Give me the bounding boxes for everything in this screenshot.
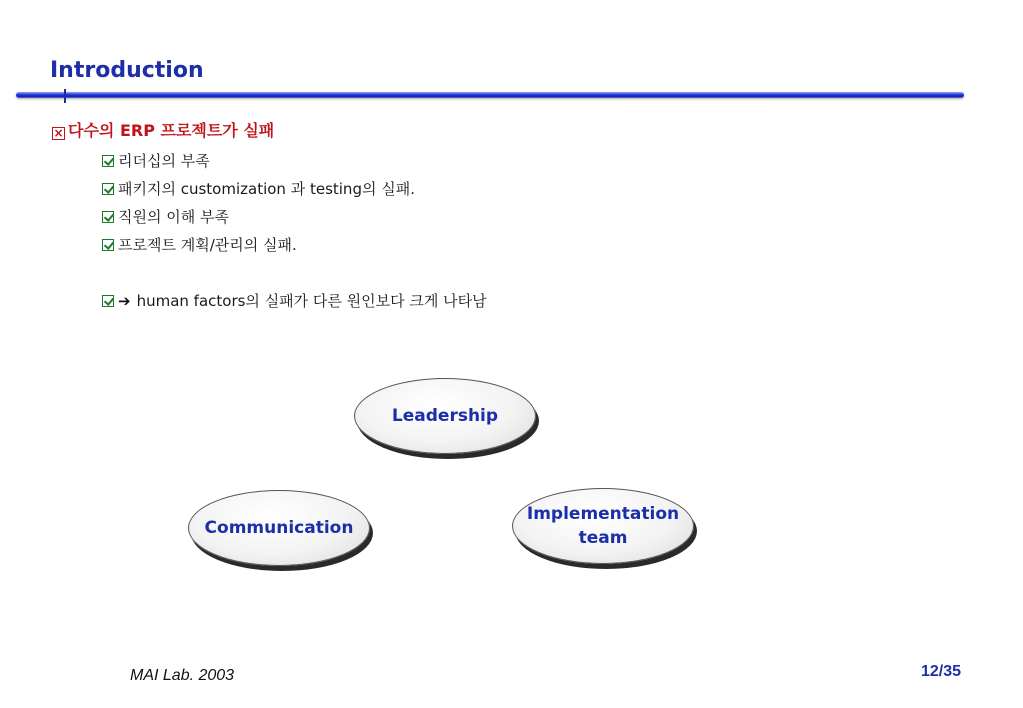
implementation-team-ellipse (512, 488, 694, 564)
title-underline (16, 92, 964, 98)
team-line: team (578, 528, 628, 548)
bullet-text: 리더십의 부족 (118, 152, 210, 170)
checkbox-icon (102, 211, 114, 223)
bullet-item (102, 234, 297, 255)
conclusion-item (102, 290, 487, 311)
leadership-ellipse (354, 378, 536, 454)
title-underline-tick (64, 89, 66, 103)
checkbox-icon (102, 183, 114, 195)
slide-title: Introduction (50, 58, 204, 83)
section-heading-text: 다수의 ERP 프로젝트가 실패 (68, 121, 275, 140)
checkbox-icon (102, 295, 114, 307)
communication-ellipse (188, 490, 370, 566)
bullet-text: 프로젝트 계획/관리의 실패. (118, 236, 297, 254)
communication-label: Communication (204, 518, 354, 538)
x-box-icon: × (53, 126, 64, 140)
conclusion-text: human factors의 실패가 다른 원인보다 크게 나타남 (136, 292, 487, 310)
arrow-right-icon: ➔ (118, 292, 131, 310)
bullet-item (102, 206, 229, 227)
bullet-item (102, 150, 210, 171)
implementation-line: Implementation (526, 504, 680, 524)
footer-lab: MAI Lab. 2003 (130, 667, 235, 684)
leadership-label: Leadership (391, 406, 499, 426)
checkbox-icon (102, 155, 114, 167)
section-heading (52, 118, 274, 141)
implementation-team-label (527, 502, 679, 550)
page-number: 12/35 (920, 663, 961, 680)
checkbox-icon (102, 239, 114, 251)
bullet-text: 직원의 이해 부족 (118, 208, 229, 226)
bullet-item (102, 178, 415, 199)
bullet-text: 패키지의 customization 과 testing의 실패. (118, 180, 415, 198)
